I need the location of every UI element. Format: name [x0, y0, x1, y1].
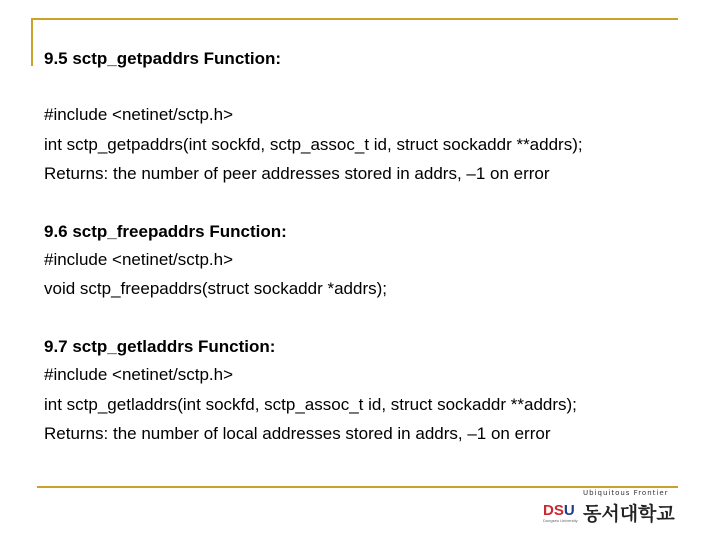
section-heading: 9.6 sctp_freepaddrs Function: [44, 222, 287, 241]
code-line: #include <netinet/sctp.h> [44, 105, 234, 124]
frame-bottom-rule [37, 486, 678, 488]
section-heading: 9.7 sctp_getladdrs Function: [44, 337, 276, 356]
code-line: int sctp_getladdrs(int sockfd, sctp_assoc_t id, struct sockaddr **addrs); [44, 395, 577, 414]
code-line: void sctp_freepaddrs(struct sockaddr *addrs); [44, 279, 387, 298]
logo-korean-name: 동서대학교 [583, 503, 675, 525]
code-line: #include <netinet/sctp.h> [44, 250, 234, 269]
returns-line: Returns: the number of peer addresses stored in addrs, –1 on error [44, 164, 550, 183]
returns-line: Returns: the number of local addresses stored in addrs, –1 on error [44, 424, 551, 443]
code-line: #include <netinet/sctp.h> [44, 365, 234, 384]
logo-mark-subtext: Dongseo University [543, 518, 578, 523]
frame-left-rule [31, 18, 33, 66]
code-line: int sctp_getpaddrs(int sockfd, sctp_assoc_t id, struct sockaddr **addrs); [44, 135, 583, 154]
logo-tagline: Ubiquitous Frontier [583, 489, 669, 497]
frame-top-rule [31, 18, 678, 20]
university-logo [543, 489, 673, 525]
logo-mark: DSU [543, 502, 575, 519]
slide-title: 9.5 sctp_getpaddrs Function: [44, 49, 282, 68]
